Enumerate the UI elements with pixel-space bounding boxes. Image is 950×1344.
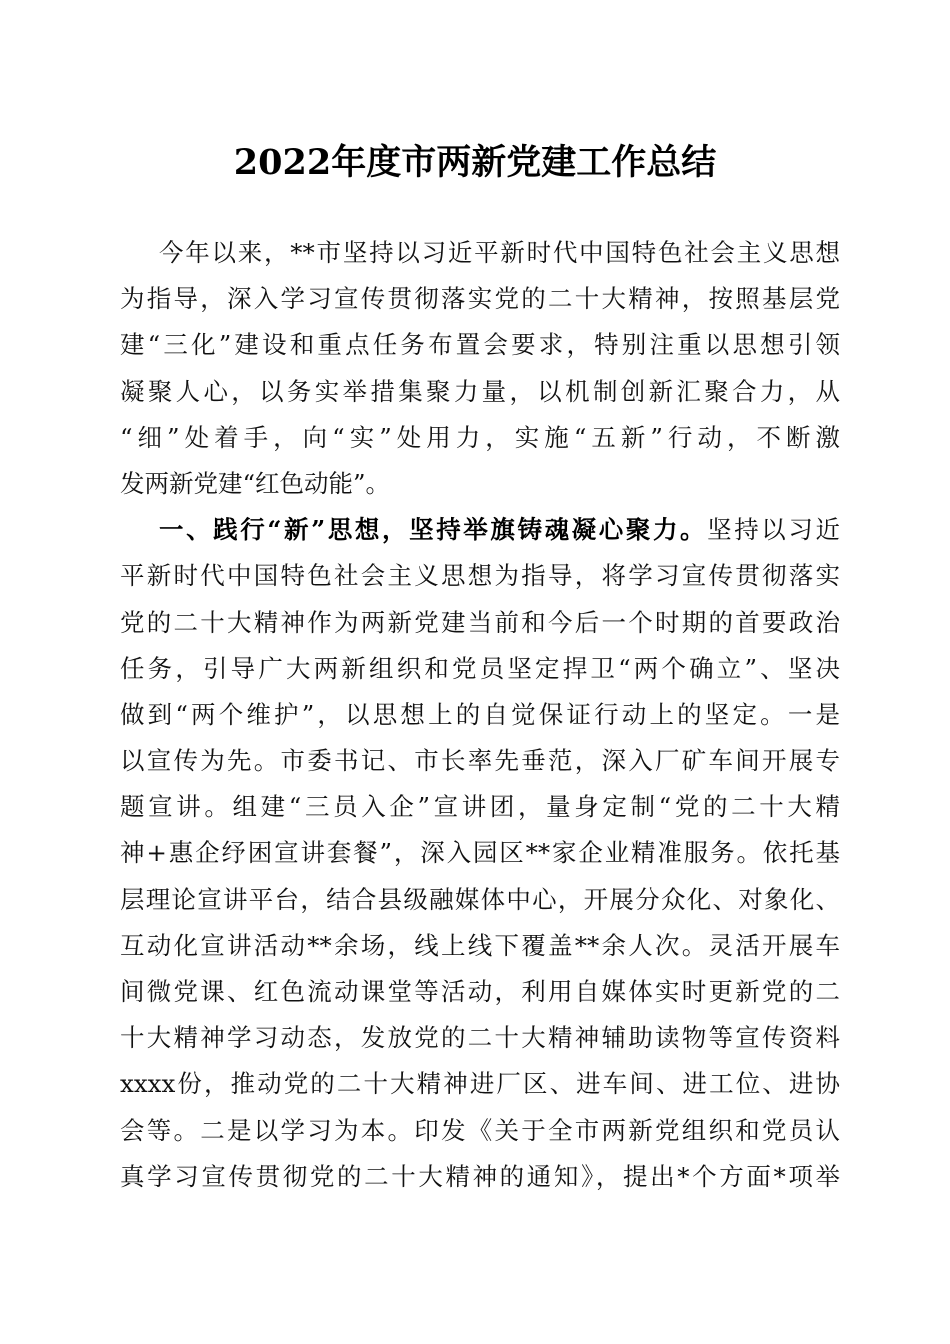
text-line: 真学习宣传贯彻党的二十大精神的通知》，提出*个方面*项举: [120, 1161, 840, 1191]
text-line: 为指导，深入学习宣传贯彻落实党的二十大精神，按照基层党: [120, 284, 840, 314]
text-line: 十大精神学习动态，发放党的二十大精神辅助读物等宣传资料: [120, 1023, 840, 1053]
text-line: 建“三化”建设和重点任务布置会要求，特别注重以思想引领: [120, 330, 840, 360]
section-heading-rest: 坚持以习近: [707, 515, 840, 545]
text-line: xxxx份，推动党的二十大精神进厂区、进车间、进工位、进协: [120, 1069, 840, 1099]
section-heading: 一、践行“新”思想，坚持举旗铸魂凝心聚力。: [159, 515, 708, 545]
paragraph-section-one: [120, 507, 840, 1200]
text-line: 任务，引导广大两新组织和党员坚定捍卫“两个确立”、坚决: [120, 653, 840, 683]
document-title: 2022年度市两新党建工作总结: [233, 142, 717, 183]
text-line: 间微党课、红色流动课堂等活动，利用自媒体实时更新党的二: [120, 977, 840, 1006]
text-line: 以宣传为先。市委书记、市长率先垂范，深入厂矿车间开展专: [120, 746, 840, 776]
text-line: 平新时代中国特色社会主义思想为指导，将学习宣传贯彻落实: [120, 561, 840, 591]
text-line: 凝聚人心，以务实举措集聚力量，以机制创新汇聚合力，从: [120, 376, 840, 406]
paragraph-intro: [120, 230, 840, 507]
text-line: 今年以来，**市坚持以习近平新时代中国特色社会主义思想: [159, 238, 840, 267]
text-line: 会等。二是以学习为本。印发《关于全市两新党组织和党员认: [120, 1115, 840, 1145]
text-line: 党的二十大精神作为两新党建当前和今后一个时期的首要政治: [120, 607, 840, 637]
text-line: 做到“两个维护”，以思想上的自觉保证行动上的坚定。一是: [120, 699, 840, 729]
text-line: “细”处着手，向“实”处用力，实施“五新”行动，不断激: [120, 422, 840, 452]
text-line: 发两新党建“红色动能”。: [120, 468, 391, 498]
text-line: 神+惠企纾困宣讲套餐”，深入园区**家企业精准服务。依托基: [120, 838, 840, 868]
document-body: [120, 230, 840, 1200]
text-line: 层理论宣讲平台，结合县级融媒体中心，开展分众化、对象化、: [120, 884, 840, 914]
text-line: [120, 507, 840, 553]
text-line: 题宣讲。组建“三员入企”宣讲团，量身定制“党的二十大精: [120, 792, 840, 822]
text-line: 互动化宣讲活动**余场，线上线下覆盖**余人次。灵活开展车: [120, 930, 840, 960]
